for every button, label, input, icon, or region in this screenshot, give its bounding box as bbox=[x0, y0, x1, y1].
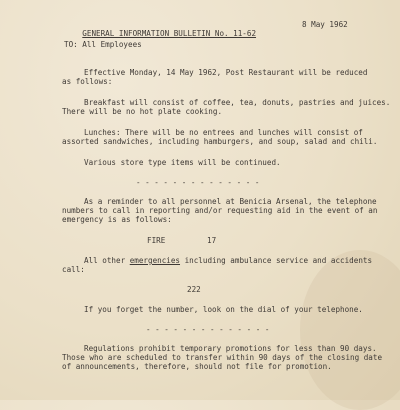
paragraph-line: Lunches: There will be no entrees and lunches will consist of bbox=[84, 128, 363, 137]
fire-label: FIRE bbox=[147, 236, 166, 245]
paper-stain bbox=[300, 250, 400, 410]
section-divider: - - - - - - - - - - - - - - bbox=[136, 178, 260, 187]
paragraph-line: Breakfast will consist of coffee, tea, donuts, pastries and juices. bbox=[84, 98, 391, 107]
paragraph-line: Various store type items will be continued. bbox=[84, 158, 281, 167]
paragraph-line: assorted sandwiches, including hamburgers, and soup, salad and chili. bbox=[62, 137, 378, 146]
emergency-number: 222 bbox=[187, 285, 201, 294]
bulletin-date: 8 May 1962 bbox=[302, 20, 348, 29]
paragraph-text: All other bbox=[84, 256, 130, 265]
paragraph-line: If you forget the number, look on the dial of your telephone. bbox=[84, 305, 363, 314]
paragraph-line: call: bbox=[62, 265, 85, 274]
paragraph-line: Regulations prohibit temporary promotions for less than 90 days. bbox=[84, 344, 377, 353]
paragraph-line: There will be no hot plate cooking. bbox=[62, 107, 223, 116]
paragraph-line: emergency is as follows: bbox=[62, 215, 172, 224]
paragraph-line bbox=[84, 256, 372, 265]
emergencies-word: emergencies bbox=[129, 256, 181, 265]
paragraph-line: as follows: bbox=[62, 77, 113, 86]
section-divider: - - - - - - - - - - - - - - bbox=[146, 325, 270, 334]
bulletin-recipient: TO: All Employees bbox=[64, 40, 142, 49]
fire-number: 17 bbox=[207, 236, 217, 245]
paragraph-line: Effective Monday, 14 May 1962, Post Restaurant will be reduced bbox=[84, 68, 368, 77]
bulletin-title-text: GENERAL INFORMATION BULLETIN No. 11-62 bbox=[82, 29, 257, 38]
paragraph-line: of announcements, therefore, should not file for promotion. bbox=[62, 362, 332, 371]
paragraph-text: including ambulance service and accidents bbox=[180, 256, 373, 265]
paragraph-line: Those who are scheduled to transfer within 90 days of the closing date bbox=[62, 353, 383, 362]
paragraph-line: numbers to call in reporting and/or requesting aid in the event of an bbox=[62, 206, 378, 215]
paragraph-line: As a reminder to all personnel at Benicia Arsenal, the telephone bbox=[84, 197, 377, 206]
